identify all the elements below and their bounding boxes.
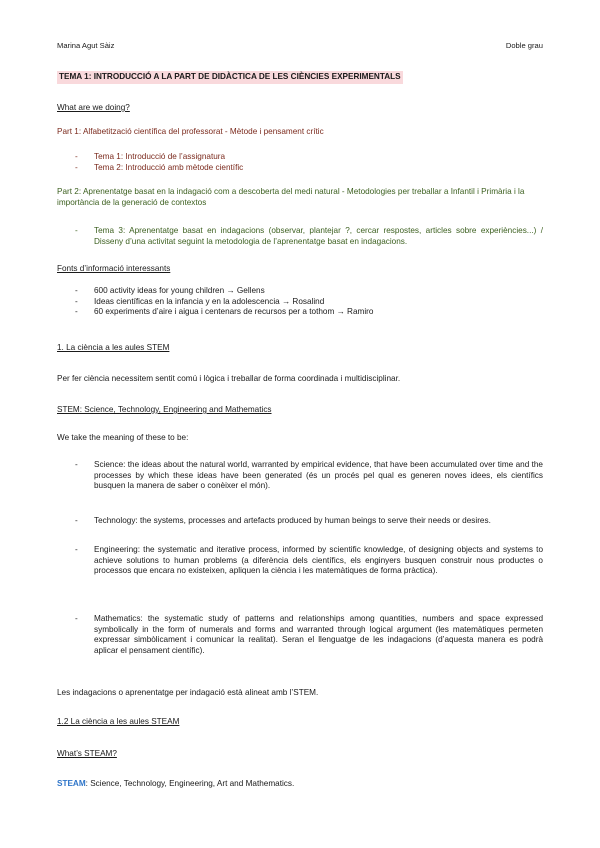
header-author: Marina Agut Sàiz xyxy=(57,41,115,50)
section1-intro: Per fer ciència necessitem sentit comú i lògica i treballar de forma coordinada i multidisciplinar. xyxy=(57,374,401,383)
stem-heading: STEM: Science, Technology, Engineering and Mathematics xyxy=(57,405,272,414)
sources-heading: Fonts d’informació interessants xyxy=(57,264,171,273)
list-item: - Ideas científicas en la infancia y en la adolescencia → Rosalind xyxy=(57,297,543,308)
sources-list xyxy=(57,286,543,318)
list-item: - Engineering: the systematic and iterative process, informed by scientific knowledge, of designing objects and systems to achieve solutions to human problems (a diferència dels científics, els enginyers busquen construir nous productes o processos que encara no existeixen, apliquen la ciència i les matemàtiques de forma pràctica). xyxy=(57,545,543,577)
header-degree: Doble grau xyxy=(505,41,543,50)
part1-list xyxy=(57,152,543,173)
stem-definition-list xyxy=(57,516,543,527)
part2-heading: Part 2: Aprenentatge basat en la indagació com a descoberta del medi natural - Metodologies per treballar a Infantil i Primària i la importància de la generació de contextos xyxy=(57,187,525,207)
list-item: - Tema 2: Introducció amb mètode científic xyxy=(57,163,543,174)
whats-steam-heading: What’s STEAM? xyxy=(57,749,117,758)
list-item: - 60 experiments d’aire i aigua i centenars de recursos per a tothom → Ramiro xyxy=(57,307,543,318)
what-are-we-doing-heading: What are we doing? xyxy=(57,103,130,112)
steam-text: : Science, Technology, Engineering, Art and Mathematics. xyxy=(85,779,295,788)
section1-closing: Les indagacions o aprenentatge per indagació està alineat amb l’STEM. xyxy=(57,688,319,697)
list-item: - Technology: the systems, processes and artefacts produced by human beings to serve their needs or desires. xyxy=(57,516,543,527)
stem-definition-list xyxy=(57,545,543,577)
section12-heading: 1.2 La ciència a les aules STEAM xyxy=(57,717,180,726)
list-item: - Mathematics: the systematic study of patterns and relationships among quantities, numbers and space expressed symbolically in the form of numerals and forms and warranted through logical argument (les matemàtiques permeten expressar simbòlicament i comunicar la realitat). Seran el llenguatge de les indagacions (d’aquesta manera es podrà aplicar el pensament científic). xyxy=(57,614,543,657)
list-item: - Tema 1: Introducció de l’assignatura xyxy=(57,152,543,163)
page-title: TEMA 1: INTRODUCCIÓ A LA PART DE DIDÀCTICA DE LES CIÈNCIES EXPERIMENTALS xyxy=(57,71,403,84)
steam-label: STEAM xyxy=(57,779,86,788)
list-item: - Science: the ideas about the natural world, warranted by empirical evidence, that have been accumulated over time and the processes by which these ideas have been generated (és un procés pel qual es generen noves idees, els científics busquen la manera de saber o conèixer el món). xyxy=(57,460,543,492)
list-item: - Tema 3: Aprenentatge basat en indagacions (observar, plantejar ?, cercar respostes, articles sobre experiències...) / Disseny d’una activitat seguint la metodologia de l’aprenentatge basat en indagacions. xyxy=(57,226,543,247)
steam-definition xyxy=(57,779,543,790)
meaning-text: We take the meaning of these to be: xyxy=(57,433,189,442)
section1-heading: 1. La ciència a les aules STEM xyxy=(57,343,170,352)
list-item: - 600 activity ideas for young children → Gellens xyxy=(57,286,543,297)
part2-list xyxy=(57,226,543,247)
stem-definition-list xyxy=(57,614,543,657)
title-block xyxy=(57,71,543,84)
part1-heading: Part 1: Alfabetització científica del professorat - Mètode i pensament crític xyxy=(57,127,324,136)
stem-definition-list xyxy=(57,460,543,492)
